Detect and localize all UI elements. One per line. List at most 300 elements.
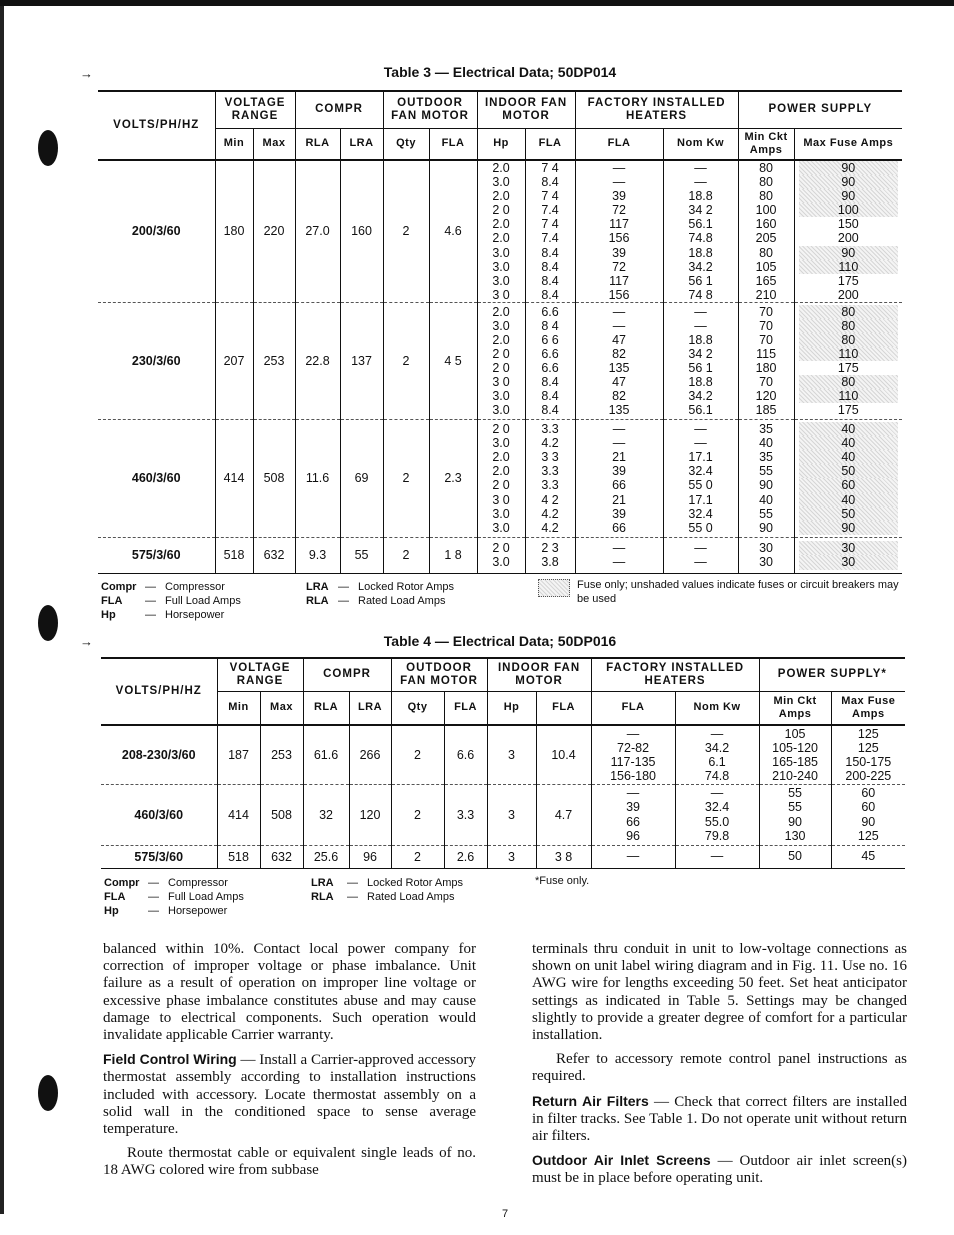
legend-abbr: FLA [104,891,126,903]
nom-kw-cell-value: 79.8 [704,828,730,843]
legend-desc: Locked Rotor Amps [358,581,454,593]
table3 [98,90,902,574]
min-ckt-cell-value: 40 [759,492,774,507]
paragraph: — Check that correct filters are installed in filter tracks. See Table 1. Do not operate unit without return air filters. [532,1093,907,1145]
indoor-fla-cell-value: 8.4 [541,375,559,390]
heater-fla-cell-value: 72 [612,259,626,274]
indoor-fla-cell-value: 8.4 [541,259,559,274]
nom-kw-cell-value: 32.4 [688,464,713,479]
hp-cell-value: 3.0 [492,175,510,190]
heater-fla-cell-value: 47 [612,332,626,347]
max-fuse-cell-value: 125 [857,828,879,843]
max-fuse-cell-value: 110 [799,347,899,361]
indoor-fla-cell: 10.4 [536,725,591,784]
hp-cell [477,537,525,573]
max-fuse-cell-value: 175 [837,360,859,375]
min-ckt-cell-value: 180 [755,360,777,375]
nom-kw-cell-value: 32.4 [688,506,713,521]
margin-arrow: → [80,66,93,81]
heater-fla-cell-value: 117 [609,217,630,232]
page-number: 7 [502,1208,509,1220]
return-air-heading: Return Air Filters [532,1092,649,1109]
heater-fla-cell-value: 39 [626,800,640,815]
heater-fla-cell-value: 21 [612,450,626,465]
min-ckt-cell [738,302,794,419]
lra-cell: 120 [349,784,391,845]
heater-fla-cell-value: 156 [608,231,630,246]
min-ckt-cell-value: 30 [759,541,774,556]
min-ckt-cell-value: 130 [784,828,806,843]
indoor-fla-cell-value: 8.4 [541,175,559,190]
paragraph: — Install a Carrier-approved accessory thermostat assembly according to installation instructions included with accessory. Locate thermostat assembly on a solid wall in the conditioned space to sense average temperature. [103,1052,476,1138]
indoor-fla-cell: 4.7 [536,784,591,845]
indoor-fla-cell-value: 6.6 [541,346,559,361]
left-border [0,6,4,1214]
qty-cell: 2 [383,160,429,302]
hp-cell-value: 2.0 [492,231,510,246]
hp-cell-value: 2.0 [492,332,510,347]
min-ckt-cell-value: 160 [755,217,777,232]
indoor-fla-header: FLA [525,128,575,160]
max-fuse-header: Max Fuse Amps [794,128,902,160]
hp-cell-value: 2 0 [492,346,510,361]
heater-fla-cell-value: — [626,786,640,801]
heater-fla-cell-value: — [612,318,626,333]
indoor-fla-cell-value: 6.6 [541,360,559,375]
max-fuse-cell-value: 80 [799,375,899,389]
nom-kw-cell [663,302,738,419]
min-ckt-cell-value: 70 [759,332,774,347]
heater-fla-cell-value: 156 [608,287,630,302]
indoor-fla-header: FLA [536,691,591,725]
rla-cell: 11.6 [295,419,340,537]
nom-kw-cell-value: 56 1 [688,360,713,375]
rla-header: RLA [303,691,349,725]
heater-fla-cell-value: 96 [626,828,640,843]
max-fuse-cell-value: 90 [799,246,899,260]
hp-cell: 3 [487,725,536,784]
indoor-fla-cell-value: 2 3 [541,541,559,556]
table-row [101,725,905,784]
max-fuse-cell-value: 30 [799,555,899,569]
hp-cell-value: 3 0 [492,492,510,507]
nom-kw-cell-value: 6.1 [708,754,726,769]
hp-cell-value: 3.0 [492,436,510,451]
heater-fla-cell-value: — [612,422,626,437]
table3-caption: Table 3 — Electrical Data; 50DP014 [383,64,617,80]
indoor-fla-cell-value: 7 4 [541,161,559,175]
heater-fla-cell [591,784,675,845]
min-cell: 207 [215,302,253,419]
min-ckt-cell-value: 105 [784,726,806,741]
nom-kw-cell-value: 74.8 [688,231,713,246]
max-fuse-cell-value: 150-175 [845,754,892,769]
heaters-header: FACTORY INSTALLED HEATERS [575,91,738,128]
indoor-fla-cell-value: 3.3 [541,464,559,479]
lra-cell: 96 [349,845,391,868]
heater-fla-cell-value: — [612,555,626,570]
min-ckt-cell-value: 80 [759,161,774,175]
min-ckt-cell-value: 70 [759,304,774,319]
max-fuse-cell-value: 175 [837,273,859,288]
hp-cell-value: 3.0 [492,259,510,274]
indoor-fla-cell-value: 3.3 [541,422,559,437]
min-ckt-cell-value: 165-185 [772,754,818,769]
nom-kw-cell-value: 18.8 [688,375,713,390]
top-border [0,0,954,6]
max-fuse-cell-value: 100 [799,203,899,217]
field-control-heading: Field Control Wiring [103,1051,237,1068]
rla-header: RLA [295,128,340,160]
max-fuse-cell [831,784,905,845]
outdoor-fla-cell: 3.3 [444,784,487,845]
paragraph: balanced within 10%. Contact local power company for correction of improper voltage or phase imbalance. Unit failure as a result of operation on improper line voltage or excessive phase imbalance constitutes abuse and may cause damage to electrical components. Such operation would invalidate applicable Carrier warranty. [103,941,476,1044]
table4-legend-left: Compr — Compressor FLA — Full Load Amps Hp — Horsepower [104,877,244,917]
table3-legend-right: LRA — Locked Rotor Amps RLA — Rated Load Amps [306,581,454,607]
rla-cell: 22.8 [295,302,340,419]
table-row [101,845,905,868]
min-ckt-cell-value: 210-240 [772,768,818,783]
min-cell: 518 [217,845,260,868]
hp-cell [477,302,525,419]
min-cell: 414 [215,419,253,537]
heater-fla-cell [591,725,675,784]
volts-cell: 200/3/60 [98,160,215,302]
max-cell: 632 [260,845,303,868]
nom-kw-cell-value: — [694,161,707,175]
max-fuse-cell [794,302,902,419]
punch-hole-bottom [38,1075,58,1111]
heater-fla-cell-value: 82 [612,346,626,361]
indoor-fla-cell-value: 7 4 [541,189,559,204]
max-fuse-cell-value: 175 [837,403,859,418]
nom-kw-cell [675,725,759,784]
heater-fla-cell-value: 39 [612,506,626,521]
max-fuse-cell-value: 150 [837,217,859,232]
min-ckt-cell-value: 55 [759,506,774,521]
min-ckt-cell-value: 90 [759,520,774,535]
outdoor-fla-cell: 1 8 [429,537,477,573]
compr-header: COMPR [303,658,391,691]
legend-desc: Rated Load Amps [358,595,446,607]
indoor-fla-cell-value: 4 2 [541,492,559,507]
min-ckt-cell-value: 105 [755,259,777,274]
lra-cell: 137 [340,302,383,419]
qty-cell: 2 [383,537,429,573]
min-cell: 187 [217,725,260,784]
nom-kw-cell-value: 18.8 [688,189,713,204]
nom-kw-cell [663,537,738,573]
hp-cell-value: 3.0 [492,389,510,404]
indoor-fla-cell-value: 8 4 [541,318,559,333]
paragraph: Route thermostat cable or equivalent single leads of no. 18 AWG colored wire from subbase [103,1145,476,1179]
nom-kw-cell [663,419,738,537]
min-ckt-cell-value: 35 [759,450,774,465]
heater-fla-cell [575,160,663,302]
legend-desc: Compressor [165,581,225,593]
outdoor-fla-cell: 2.3 [429,419,477,537]
indoor-fla-cell-value: 4.2 [541,436,559,451]
hp-cell-value: 2 0 [492,478,510,493]
volts-header: VOLTS/PH/HZ [101,658,217,725]
table-row [98,537,902,573]
heater-fla-cell-value: 66 [626,814,640,829]
min-ckt-cell-value: 50 [788,849,803,864]
nom-kw-cell-value: — [694,555,707,570]
indoor-fla-cell-value: 8.4 [541,287,559,302]
hp-cell-value: 2.0 [492,304,510,319]
heater-fla-cell-value: — [612,541,626,556]
max-fuse-cell-value: 90 [799,189,899,203]
heater-fla-cell [575,302,663,419]
table3-legend-left: Compr — Compressor FLA — Full Load Amps Hp — Horsepower [101,581,241,621]
outdoor-fla-header: FLA [444,691,487,725]
min-ckt-cell-value: 120 [755,389,777,404]
voltage-range-header: VOLTAGE RANGE [215,91,295,128]
table4 [101,657,905,869]
hp-cell-value: 3.0 [492,318,510,333]
min-ckt-cell [759,725,831,784]
lra-header: LRA [340,128,383,160]
max-fuse-header: Max Fuse Amps [831,691,905,725]
min-ckt-header: Min Ckt Amps [759,691,831,725]
volts-cell: 575/3/60 [101,845,217,868]
hp-cell-value: 3.0 [492,555,510,570]
indoor-fla-cell-value: 8.4 [541,389,559,404]
hp-cell-value: 3.0 [492,506,510,521]
lra-header: LRA [349,691,391,725]
rla-cell: 27.0 [295,160,340,302]
legend-desc: Full Load Amps [168,891,244,903]
hp-cell: 3 [487,845,536,868]
min-ckt-cell-value: 80 [759,245,774,260]
max-fuse-cell-value: 80 [799,305,899,319]
max-fuse-cell-value: 45 [861,849,876,864]
rla-cell: 61.6 [303,725,349,784]
compr-header: COMPR [295,91,383,128]
hp-cell [477,419,525,537]
margin-arrow: → [80,634,93,649]
min-ckt-cell-value: 35 [759,422,774,437]
heater-fla-cell-value: 117-135 [610,754,656,769]
heater-fla-cell-value: — [612,175,626,190]
nom-kw-cell-value: 34.2 [704,740,730,755]
hp-cell-value: 2 0 [492,360,510,375]
hp-cell-value: 3 0 [492,375,510,390]
min-ckt-cell [738,419,794,537]
min-ckt-cell-value: 80 [759,189,774,204]
nom-kw-header: Nom Kw [675,691,759,725]
volts-cell: 575/3/60 [98,537,215,573]
table4-caption: Table 4 — Electrical Data; 50DP016 [383,633,617,649]
fuse-only-note: *Fuse only. [535,875,590,887]
indoor-fla-cell: 3 8 [536,845,591,868]
indoor-fla-cell [525,160,575,302]
indoor-fan-header: INDOOR FAN MOTOR [487,658,591,691]
min-header: Min [217,691,260,725]
lra-cell: 266 [349,725,391,784]
volts-cell: 208-230/3/60 [101,725,217,784]
indoor-fla-cell-value: 6.6 [541,304,559,319]
max-fuse-cell-value: 60 [861,800,876,815]
hp-cell-value: 2 0 [492,203,510,218]
hp-cell [477,160,525,302]
body-right-column [532,941,907,1195]
min-ckt-cell-value: 70 [759,318,774,333]
hp-header: Hp [487,691,536,725]
hp-cell-value: 3.0 [492,273,510,288]
hp-cell-value: 2 0 [492,422,510,437]
indoor-fla-cell-value: 7 4 [541,217,559,232]
nom-kw-cell-value: 55 0 [688,520,713,535]
indoor-fla-cell-value: 3 3 [541,450,559,465]
min-ckt-cell [759,784,831,845]
heater-fla-cell-value: 21 [612,492,626,507]
outdoor-air-heading: Outdoor Air Inlet Screens [532,1152,711,1169]
qty-header: Qty [391,691,444,725]
legend-desc: Locked Rotor Amps [367,877,463,889]
hp-cell-value: 3.0 [492,245,510,260]
max-header: Max [260,691,303,725]
min-ckt-cell [738,537,794,573]
power-supply-header: POWER SUPPLY* [759,658,905,691]
heater-fla-cell-value: 117 [609,273,630,288]
max-fuse-cell-value: 60 [861,786,876,801]
min-ckt-cell-value: 55 [788,800,803,815]
body-left-column [103,941,476,1187]
nom-kw-cell-value: 34 2 [688,203,713,218]
heater-fla-cell [591,845,675,868]
outdoor-fla-header: FLA [429,128,477,160]
nom-kw-cell-value: 17.1 [688,450,713,465]
nom-kw-cell-value: — [710,849,724,864]
nom-kw-cell-value: 74.8 [704,768,730,783]
max-cell: 253 [253,302,295,419]
nom-kw-header: Nom Kw [663,128,738,160]
heater-fla-cell-value: — [626,726,640,741]
outdoor-fla-cell: 6.6 [444,725,487,784]
indoor-fla-cell [525,419,575,537]
nom-kw-cell-value: 34 2 [688,346,713,361]
punch-hole-middle [38,605,58,641]
heaters-header: FACTORY INSTALLED HEATERS [591,658,759,691]
max-fuse-cell-value: 80 [799,333,899,347]
nom-kw-cell [675,784,759,845]
legend-abbr: Compr [101,581,137,593]
min-ckt-cell-value: 90 [788,814,803,829]
nom-kw-cell-value: — [694,422,707,437]
nom-kw-cell-value: 55 0 [688,478,713,493]
table-row [98,160,902,302]
heater-fla-cell-value: — [626,849,640,864]
max-fuse-cell [794,419,902,537]
lra-cell: 160 [340,160,383,302]
max-fuse-cell-value: 125 [857,726,879,741]
legend-abbr: Compr [104,877,140,889]
legend-desc: Horsepower [165,609,225,621]
paragraph: terminals thru conduit in unit to low-voltage connections as shown on unit label wiring diagram and in Fig. 11. Use no. 16 AWG wire for lengths exceeding 50 feet. Set heat anticipator settings as indicated in Table 5. Settings may be changed slightly to provide a greater degree of comfort for a particular installation. [532,941,907,1044]
indoor-fla-cell-value: 7.4 [541,231,559,246]
legend-desc: Compressor [168,877,228,889]
max-fuse-cell-value: 110 [799,260,899,274]
max-fuse-cell [794,537,902,573]
table-row [98,302,902,419]
nom-kw-cell [675,845,759,868]
max-fuse-cell-value: 90 [799,175,899,189]
indoor-fla-cell-value: 4.2 [541,506,559,521]
min-ckt-cell-value: 90 [759,478,774,493]
max-fuse-cell [794,160,902,302]
indoor-fla-cell-value: 3.8 [541,555,559,570]
hp-cell-value: 3.0 [492,520,510,535]
legend-abbr: Hp [104,905,119,917]
hp-cell-value: 3 0 [492,287,510,302]
min-ckt-cell-value: 115 [756,346,777,361]
indoor-fla-cell-value: 4.2 [541,520,559,535]
min-ckt-cell-value: 165 [755,273,777,288]
nom-kw-cell-value: 56 1 [688,273,713,288]
hp-header: Hp [477,128,525,160]
indoor-fla-cell-value: 6 6 [541,332,559,347]
min-ckt-cell-value: 55 [759,464,774,479]
paragraph: — Outdoor air inlet screen(s) must be in place before operating unit. [532,1153,907,1187]
nom-kw-cell [663,160,738,302]
nom-kw-cell-value: — [694,436,707,451]
heater-fla-cell-value: 135 [608,403,630,418]
nom-kw-cell-value: 56.1 [688,217,713,232]
table-row [101,784,905,845]
outdoor-fla-cell: 4.6 [429,160,477,302]
max-fuse-cell [831,845,905,868]
nom-kw-cell-value: — [710,726,724,741]
max-fuse-cell-value: 125 [857,740,879,755]
qty-cell: 2 [383,419,429,537]
min-ckt-cell-value: 70 [759,375,774,390]
nom-kw-cell-value: — [694,318,707,333]
nom-kw-cell-value: — [694,541,707,556]
outdoor-fan-header: OUTDOOR FAN MOTOR [391,658,487,691]
max-fuse-cell-value: 40 [799,450,899,464]
hp-cell-value: 2.0 [492,217,510,232]
legend-abbr: LRA [306,581,329,593]
max-cell: 508 [253,419,295,537]
max-fuse-cell-value: 200 [837,287,859,302]
nom-kw-cell-value: 56.1 [688,403,713,418]
nom-kw-cell-value: 55.0 [704,814,730,829]
punch-hole-top [38,130,58,166]
max-fuse-cell-value: 40 [799,436,899,450]
hp-cell-value: 3.0 [492,403,510,418]
power-supply-header: POWER SUPPLY [738,91,902,128]
min-ckt-header: Min Ckt Amps [738,128,794,160]
nom-kw-cell-value: 17.1 [688,492,713,507]
qty-cell: 2 [391,784,444,845]
min-ckt-cell-value: 205 [755,231,777,246]
hp-cell-value: 2.0 [492,450,510,465]
legend-desc: Rated Load Amps [367,891,455,903]
min-cell: 180 [215,160,253,302]
max-fuse-cell-value: 50 [799,464,899,478]
lra-cell: 55 [340,537,383,573]
outdoor-fla-cell: 2.6 [444,845,487,868]
nom-kw-cell-value: 34.2 [688,259,713,274]
min-ckt-cell [759,845,831,868]
max-fuse-cell-value: 200 [837,231,859,246]
volts-cell: 230/3/60 [98,302,215,419]
heater-fla-cell-value: 39 [612,464,626,479]
hp-cell-value: 2.0 [492,161,510,175]
legend-abbr: LRA [311,877,334,889]
